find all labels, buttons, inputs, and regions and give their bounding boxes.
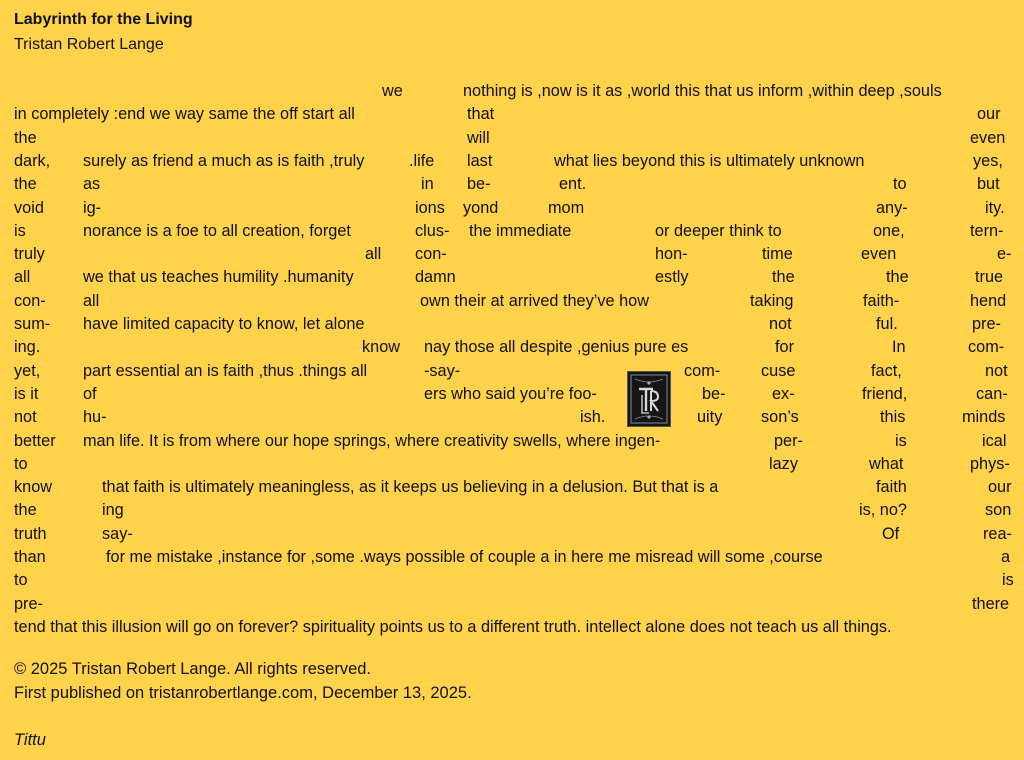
poem-fragment: clus- [415,221,450,240]
poem-fragment: con- [415,245,447,264]
poem-fragment: tern- [970,221,1004,240]
poem-fragment: we that us teaches humility .humanity [83,268,354,287]
poem-fragment: in completely :end we way same the off start all [14,105,355,124]
poem-fragment: minds [962,408,1006,427]
poem-fragment: of [83,384,97,403]
poem-fragment: all [365,245,382,264]
poem-fragment: uity [697,408,723,427]
poem-fragment: part essential an is faith ,thus .things all [83,361,368,380]
poem-fragment: the [772,268,795,287]
poem-fragment: pre- [972,315,1001,333]
poem-fragment: Of [882,524,900,543]
poem-fragment: for me mistake ,instance for ,some .ways possible of couple a in here me misread will some ,course [106,548,823,566]
poem-fragment: sum- [14,315,51,333]
poem-fragment: better [14,431,56,450]
poem-fragment: that [467,105,495,124]
poem-fragment: ing. [14,338,41,357]
copyright-notice: © 2025 Tristan Robert Lange. All rights reserved. [14,660,372,678]
poem-fragment: mom [548,198,585,217]
poem-fragment: son [985,501,1012,520]
poem-fragment: yond [463,198,499,217]
poem-fragment: com- [968,338,1005,357]
poem-fragment: is [895,431,907,450]
poem-fragment: the [886,268,909,287]
poem-fragment: fact, [871,361,902,380]
poem-fragment: -say- [424,361,461,380]
poem-fragment: ity. [985,198,1005,217]
poem-fragment: be- [467,175,491,194]
poem-fragment: can- [976,384,1008,403]
poem-fragment: not [985,361,1008,380]
poem-fragment: hend [970,291,1007,310]
poem-fragment: damn [415,268,456,287]
poem-fragment: surely as friend a much as is faith ,truly [83,151,365,170]
poem-fragment: there [972,594,1010,613]
poem-fragment: all [14,268,31,287]
poem-fragment: to [893,175,907,194]
poem-fragment: phys- [970,454,1010,473]
poem-fragment: last [467,151,493,170]
poem-fragment: pre- [14,594,43,613]
poem-fragment: any- [876,198,908,217]
poem-fragment: what lies beyond this is ultimately unknown [554,151,865,170]
poem-fragment: ing [102,501,124,520]
poem-fragment: is [14,221,26,240]
poem-fragment: be- [702,384,726,403]
monogram-glyph-icon [629,373,669,425]
poem-fragment: ical [982,431,1007,450]
poem-fragment: one, [873,221,905,240]
trl-monogram-emblem-icon [627,371,671,427]
poem-fragment: this [880,408,906,427]
poem-fragment: ers who said you’re foo- [424,384,597,403]
poem-title: Labyrinth for the Living [14,11,193,28]
poem-fragment: ish. [580,408,606,427]
poem-fragment: is it [14,384,39,403]
poem-fragment: estly [655,268,689,287]
poem-fragment: the [14,128,37,147]
poem-fragment: or deeper think to [655,221,782,240]
poem-fragment: but [977,175,1000,194]
poem-fragment: ent. [559,175,587,194]
poem-fragment: know [362,338,401,357]
poem-fragment: have limited capacity to know, let alone [83,315,365,333]
poem-fragment: nay those all despite ,genius pure es [424,338,689,357]
poem-fragment: we [382,82,403,100]
poem-fragment: in [421,175,434,194]
poem-fragment: our [988,478,1012,497]
poem-fragment: not [14,408,37,427]
poem-fragment: time [762,245,793,264]
poem-fragment: not [769,315,792,333]
poem-fragment: hon- [655,245,688,264]
poem-fragment: the [14,175,37,194]
poem-fragment: .life [409,151,435,170]
poem-fragment: lazy [769,454,798,473]
poem-fragment: ex- [772,384,795,403]
poem-fragment: our [977,105,1001,124]
poem-fragment: even [861,245,897,264]
poem-fragment: even [970,128,1006,147]
poem-fragment: cuse [761,361,796,380]
poem-fragment: hu- [83,408,107,427]
poem-fragment: com- [684,361,721,380]
poem-fragment: truly [14,245,45,264]
poem-fragment: a [1001,548,1011,566]
poem-fragment: to [14,454,28,473]
poem-fragment: In [892,338,906,357]
poem-fragment: yes, [973,151,1003,170]
poem-fragment: than [14,548,46,566]
poem-fragment: that faith is ultimately meaningless, as it keeps us believing in a delusion. But that is a [102,478,719,497]
poem-fragment: faith- [863,291,900,310]
poem-fragment: son’s [761,408,799,427]
poem-fragment: ful. [876,315,898,333]
poem-fragment: taking [750,291,794,310]
poem-fragment: say- [102,524,133,543]
poem-fragment: own their at arrived they’ve how [420,291,649,310]
poem-fragment: true [975,268,1004,287]
poem-fragment: faith [876,478,907,497]
poem-fragment: nothing is ,now is it as ,world this that us inform ,within deep ,souls [463,82,942,100]
poem-fragment: what [869,454,904,473]
poem-fragment: will [467,128,490,147]
poem-fragment: dark, [14,151,51,170]
poem-fragment: to [14,571,28,590]
poem-author: Tristan Robert Lange [14,36,164,53]
poem-fragment: tend that this illusion will go on forever? spirituality points us to a different truth. intellect alone does not teach us all things. [14,617,892,636]
poem-fragment: e- [997,245,1012,264]
poem-fragment: con- [14,291,46,310]
poem-fragment: rea- [983,524,1012,543]
poem-fragment: as [83,175,101,194]
poem-fragment: is [1002,571,1014,590]
poem-fragment: ions [415,198,445,217]
poem-fragment: is, no? [859,501,907,520]
poem-fragment: truth [14,524,47,543]
poem-fragment: void [14,198,44,217]
publication-note: First published on tristanrobertlange.com, December 13, 2025. [14,684,472,702]
poem-fragment: know [14,478,53,497]
poem-fragment: per- [774,431,803,450]
poem-fragment: the immediate [469,221,572,240]
poem-fragment: the [14,501,37,520]
poem-fragment: norance is a foe to all creation, forget [83,221,351,240]
poem-fragment: all [83,291,100,310]
poem-fragment: yet, [14,361,41,380]
poem-fragment: friend, [862,384,908,403]
poem-fragment: for [775,338,795,357]
signature: Tittu [14,731,46,749]
poem-fragment: man life. It is from where our hope springs, where creativity swells, where ingen- [83,431,661,450]
poem-fragment: ig- [83,198,102,217]
